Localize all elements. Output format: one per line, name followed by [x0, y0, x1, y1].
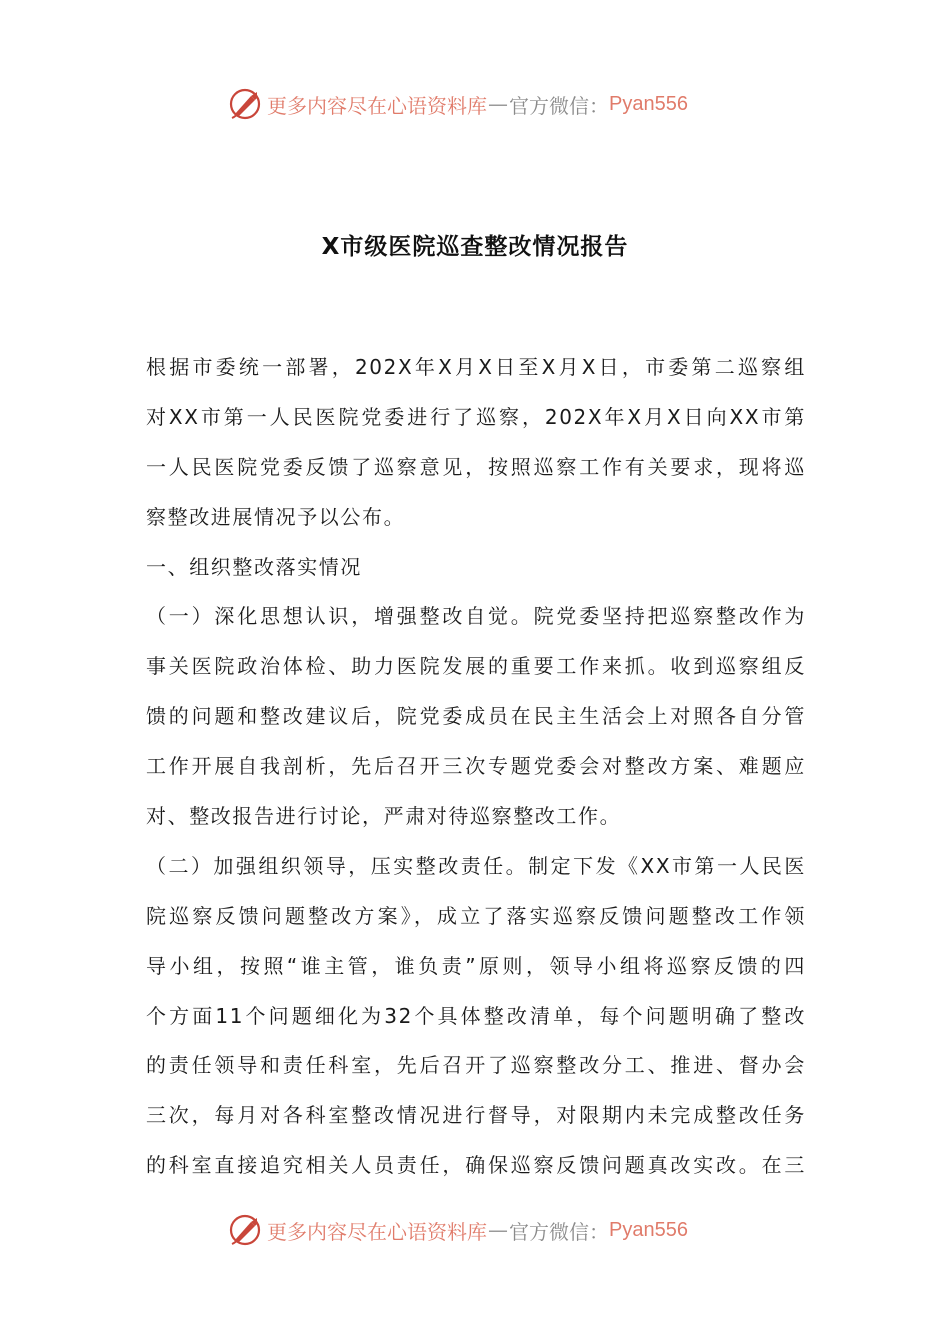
- body-line: 导小组，按照“谁主管，谁负责”原则，领导小组将巡察反馈的四: [146, 953, 806, 978]
- body-line: （二）加强组织领导，压实整改责任。制定下发《XX市第一人民医: [146, 853, 806, 878]
- body-line: 工作开展自我剖析，先后召开三次专题党委会对整改方案、难题应: [146, 754, 806, 779]
- section-heading: 一、组织整改落实情况: [146, 554, 362, 579]
- watermark-dash: —: [488, 92, 508, 116]
- body-line: 馈的问题和整改建议后，院党委成员在民主生活会上对照各自分管: [146, 704, 806, 729]
- document-title: X市级医院巡查整改情况报告: [321, 234, 629, 260]
- body-line: 对XX市第一人民医院党委进行了巡察，202X年X月X日向XX市第: [146, 404, 806, 429]
- pen-nib-logo-icon: [227, 86, 263, 122]
- body-line: 察整改进展情况予以公布。: [146, 504, 406, 529]
- watermark-wechat-id: Pyan556: [609, 1218, 688, 1241]
- document-body: [146, 343, 806, 1191]
- header-watermark: [227, 84, 727, 124]
- body-line: （一）深化思想认识，增强整改自觉。院党委坚持把巡察整改作为: [146, 604, 806, 629]
- watermark-wechat-id: Pyan556: [609, 92, 688, 115]
- watermark-wechat-label: 官方微信：: [509, 93, 609, 118]
- body-line: 一人民医院党委反馈了巡察意见，按照巡察工作有关要求，现将巡: [146, 454, 806, 479]
- watermark-lead-text: 更多内容尽在心语资料库: [267, 1219, 487, 1244]
- footer-watermark: [227, 1210, 727, 1250]
- watermark-wechat-label: 官方微信：: [509, 1219, 609, 1244]
- body-line: 的科室直接追究相关人员责任，确保巡察反馈问题真改实改。在三: [146, 1153, 806, 1178]
- body-line: 事关医院政治体检、助力医院发展的重要工作来抓。收到巡察组反: [146, 654, 806, 679]
- body-line: 院巡察反馈问题整改方案》，成立了落实巡察反馈问题整改工作领: [146, 903, 806, 928]
- watermark-dash: —: [488, 1218, 508, 1242]
- body-line: 对、整改报告进行讨论，严肃对待巡察整改工作。: [146, 804, 622, 829]
- body-line: 的责任领导和责任科室，先后召开了巡察整改分工、推进、督办会: [146, 1053, 806, 1078]
- pen-nib-logo-icon: [227, 1212, 263, 1248]
- body-line: 三次，每月对各科室整改情况进行督导，对限期内未完成整改任务: [146, 1103, 806, 1128]
- body-line: 根据市委统一部署，202X年X月X日至X月X日，市委第二巡察组: [146, 355, 806, 379]
- body-line: 个方面11个问题细化为32个具体整改清单，每个问题明确了整改: [146, 1003, 806, 1028]
- watermark-lead-text: 更多内容尽在心语资料库: [267, 93, 487, 118]
